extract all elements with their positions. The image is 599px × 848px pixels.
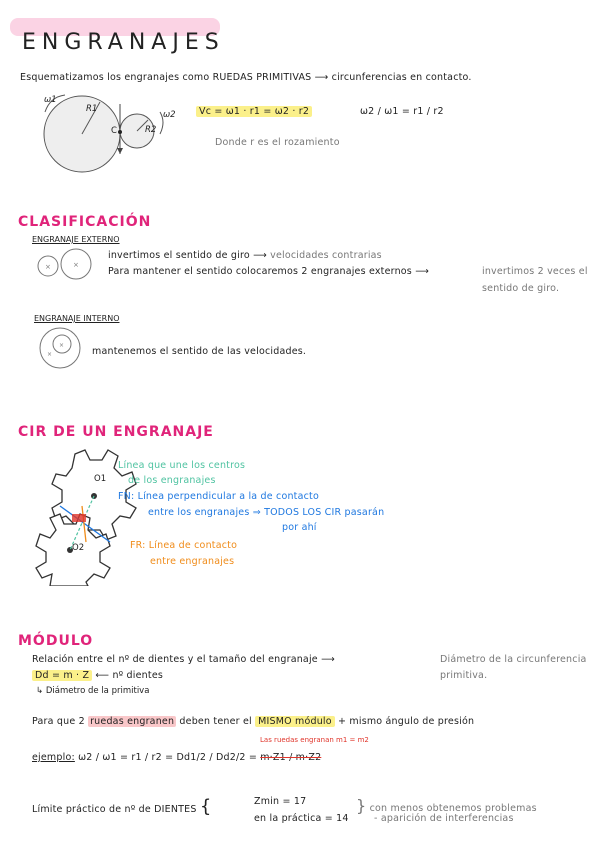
interno-line: mantenemos el sentido de las velocidades. xyxy=(92,346,307,357)
practica: en la práctica = 14 xyxy=(254,813,349,824)
formula-main: Vc = ω1 · r1 = ω2 · r2 xyxy=(196,106,312,117)
ejemplo-note: Las ruedas engranan m1 = m2 xyxy=(260,736,369,744)
o2-label: O2 xyxy=(72,543,85,553)
ejemplo-line: ejemplo: ω2 / ω1 = r1 / r2 = Dd1/2 / Dd2/2 = m·Z1 / m·Z2 xyxy=(32,752,322,763)
cir-teal-b: de los engranajes xyxy=(128,475,216,486)
menos: } con menos obtenemos problemas xyxy=(356,796,537,815)
internal-gears-icon xyxy=(38,326,86,370)
externo-heading: ENGRANAJE EXTERNO xyxy=(32,235,120,244)
rozamiento-note: Donde r es el rozamiento xyxy=(215,137,340,148)
interno-heading: ENGRANAJE INTERNO xyxy=(34,314,120,323)
cir-blue-a: FN: Línea perpendicular a la de contacto xyxy=(118,491,319,502)
cir-orange-a: FR: Línea de contacto xyxy=(130,540,238,551)
modulo-rel-to-a: Diámetro de la circunferencia xyxy=(440,654,587,665)
clasificacion-heading: CLASIFICACIÓN xyxy=(18,214,152,230)
modulo-rel-to-b: primitiva. xyxy=(440,670,488,681)
externo-line1: invertimos el sentido de giro ⟶ velocidades contrarias xyxy=(108,250,382,261)
modulo-heading: MÓDULO xyxy=(18,633,94,649)
externo-line2-result-b: sentido de giro. xyxy=(482,283,560,294)
r1-label: R1 xyxy=(86,104,98,114)
svg-text:×: × xyxy=(47,351,53,358)
limite-line: Límite práctico de nº de DIENTES { xyxy=(32,796,212,817)
formula-ratio: ω2 / ω1 = r1 / r2 xyxy=(360,106,444,117)
c-label: C xyxy=(111,126,117,136)
modulo-para: Para que 2 ruedas engranen deben tener el MISMO módulo + mismo ángulo de presión xyxy=(32,716,475,727)
r2-label: R2 xyxy=(145,125,157,135)
modulo-d-note: ↳ Diámetro de la primitiva xyxy=(36,686,150,696)
external-gears-icon xyxy=(36,248,106,284)
svg-text:×: × xyxy=(73,261,79,269)
w1-label: ω1 xyxy=(44,95,57,105)
svg-text:×: × xyxy=(59,342,65,349)
zmin: Zmin = 17 xyxy=(254,796,307,807)
cir-orange-b: entre engranajes xyxy=(150,556,235,567)
externo-line2: Para mantener el sentido colocaremos 2 engranajes externos ⟶ xyxy=(108,266,430,277)
externo-line2-result-a: invertimos 2 veces el xyxy=(482,266,588,277)
cir-heading: CIR DE UN ENGRANAJE xyxy=(18,424,214,440)
modulo-formula: Dd = m · Z ⟵ nº dientes xyxy=(32,670,163,681)
cir-teal-a: Línea que une los centros xyxy=(118,460,246,471)
cir-blue-b: entre los engranajes ⇒ TODOS LOS CIR pasarán xyxy=(148,507,385,518)
o1-label: O1 xyxy=(94,474,107,484)
cir-blue-c: por ahí xyxy=(282,522,317,533)
svg-text:×: × xyxy=(45,263,51,271)
primitive-wheels-diagram xyxy=(40,92,180,182)
modulo-rel: Relación entre el nº de dientes y el tamaño del engranaje ⟶ xyxy=(32,654,335,665)
intro-line: Esquematizamos los engranajes como RUEDAS PRIMITIVAS ⟶ circunferencias en contacto. xyxy=(20,72,472,83)
interferencias: - aparición de interferencias xyxy=(374,813,514,824)
w2-label: ω2 xyxy=(163,110,176,120)
